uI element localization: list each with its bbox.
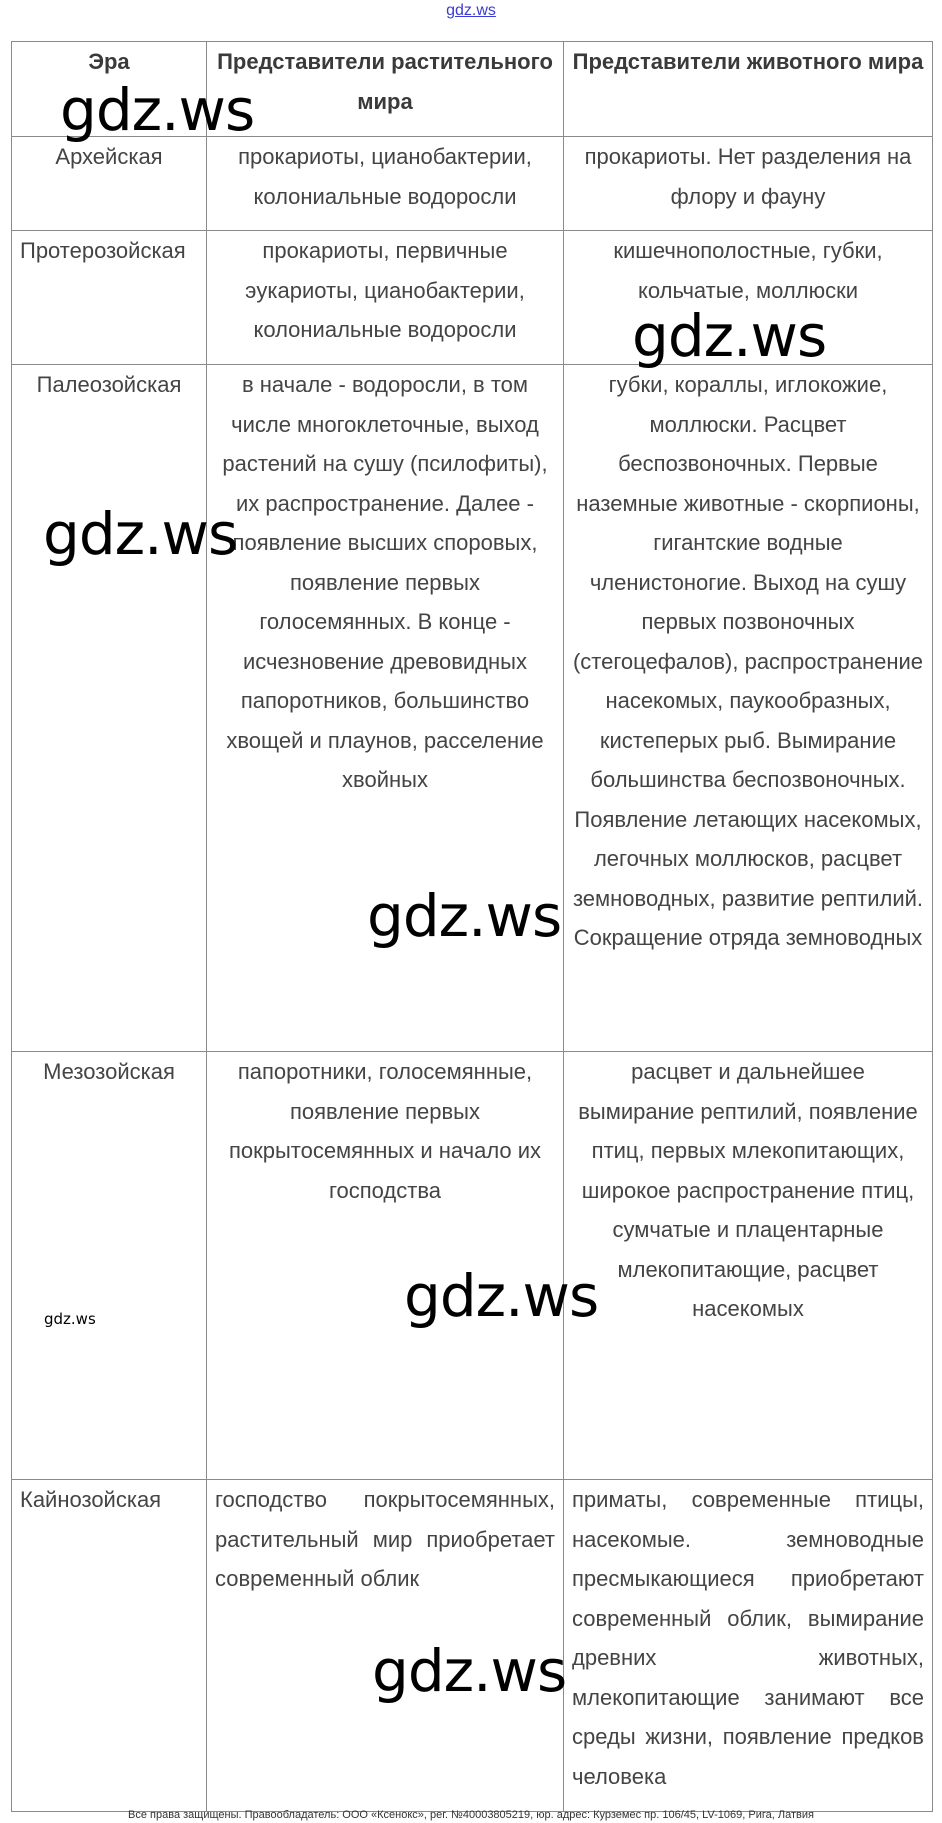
era-cell: Архейская xyxy=(12,137,207,231)
plants-cell: прокариоты, первичные эукариоты, цианобактерии, колониальные водоросли xyxy=(207,231,564,365)
animals-cell: расцвет и дальнейшее вымирание рептилий, появление птиц, первых млекопитающих, широкое распространение птиц, сумчатые и плацентарные млекопитающие, расцвет насекомых xyxy=(564,1052,933,1480)
plants-cell: господство покрытосемянных, растительный мир приобретает современный облик xyxy=(207,1480,564,1812)
site-link[interactable]: gdz.ws xyxy=(446,2,496,19)
animals-cell: губки, кораллы, иглокожие, моллюски. Расцвет беспозвоночных. Первые наземные животные - скорпионы, гигантские водные членистоногие. Выход на сушу первых позвоночных (стегоцефалов), распространение насекомых, паукообразных, кистеперых рыб. Вымирание большинства беспозвоночных. Появление летающих насекомых, легочных моллюсков, расцвет земноводных, развитие рептилий. Сокращение отряда земноводных xyxy=(564,365,933,1052)
watermark: gdz.ws xyxy=(632,302,827,370)
eras-table xyxy=(11,41,933,1812)
watermark: gdz.ws xyxy=(43,500,238,568)
watermark: gdz.ws xyxy=(60,76,255,144)
plants-cell: прокариоты, цианобактерии, колониальные водоросли xyxy=(207,137,564,231)
era-cell: Палеозойская xyxy=(12,365,207,1052)
copyright-footer: Все права защищены. Правообладатель: ООО «Ксенокс», рег. №40003805219, юр. адрес: Курземес пр. 106/45, LV-1069, Рига, Латвия xyxy=(128,1809,814,1821)
table-row xyxy=(12,137,933,231)
table-row xyxy=(12,231,933,365)
watermark: gdz.ws xyxy=(404,1262,599,1330)
plants-cell: папоротники, голосемянные, появление первых покрытосемянных и начало их господства xyxy=(207,1052,564,1480)
table-row xyxy=(12,365,933,1052)
era-cell: Мезозойская xyxy=(12,1052,207,1480)
header-plants: Представители растительного мира xyxy=(207,42,564,137)
table-row xyxy=(12,1052,933,1480)
animals-cell: приматы, современные птицы, насекомые. земноводные пресмыкающиеся приобретают современный облик, вымирание древних животных, млекопитающие занимают все среды жизни, появление предков человека xyxy=(564,1480,933,1812)
era-cell: Кайнозойская xyxy=(12,1480,207,1812)
era-cell: Протерозойская xyxy=(12,231,207,365)
table-header-row xyxy=(12,42,933,137)
table-row xyxy=(12,1480,933,1812)
header-animals: Представители животного мира xyxy=(564,42,933,137)
watermark: gdz.ws xyxy=(44,1310,96,1328)
animals-cell: прокариоты. Нет разделения на флору и фауну xyxy=(564,137,933,231)
watermark: gdz.ws xyxy=(372,1637,567,1705)
plants-cell: в начале - водоросли, в том числе многоклеточные, выход растений на сушу (псилофиты), их распространение. Далее - появление высших споровых, появление первых голосемянных. В конце - исчезновение древовидных папоротников, большинство хвощей и плаунов, расселение хвойных xyxy=(207,365,564,1052)
watermark: gdz.ws xyxy=(367,882,562,950)
header-era: Эра xyxy=(12,42,207,137)
animals-cell: кишечнополостные, губки, кольчатые, моллюски xyxy=(564,231,933,365)
